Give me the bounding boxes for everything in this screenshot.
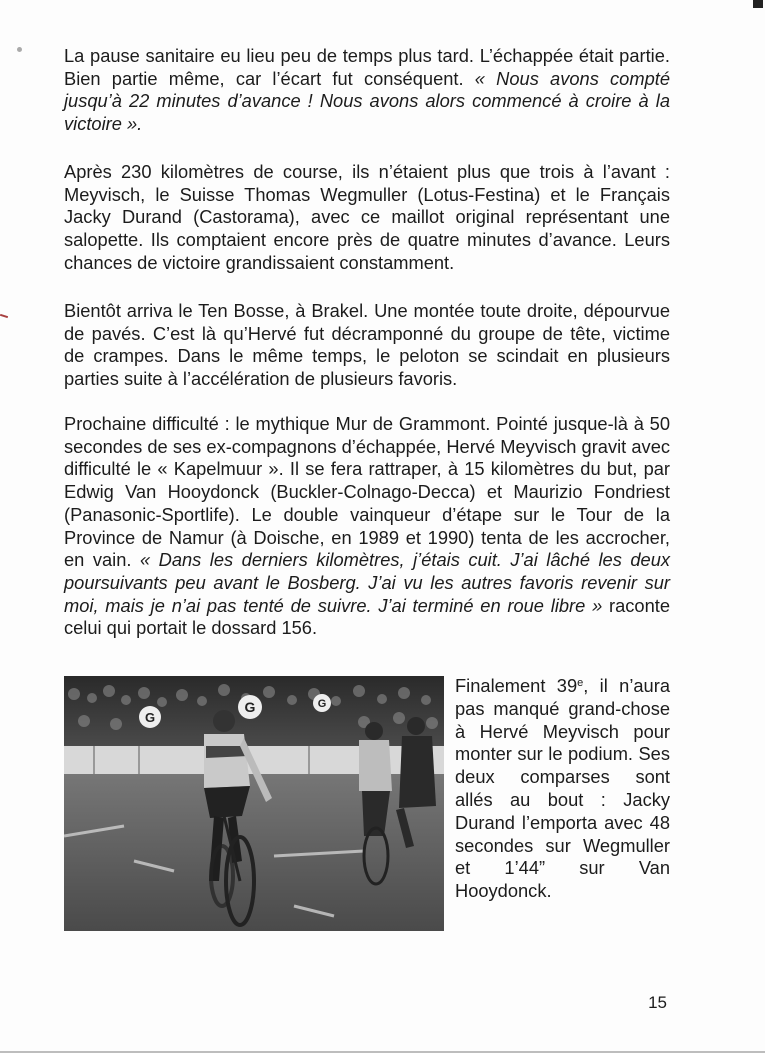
text-run: La pause sanitaire eu lieu peu de temps plus tard. L’échappée était partie. Bien partie même, car l’écart fut conséquent. (64, 45, 670, 89)
sign-3 (313, 694, 331, 712)
page-number: 15 (648, 993, 667, 1012)
sign-3-label: G (317, 698, 327, 710)
sign-1-label: G (144, 710, 156, 725)
text-run: Finalement 39 (455, 675, 578, 696)
paragraph-1 (64, 45, 670, 136)
text-run: e (577, 677, 584, 689)
margin-mark (0, 314, 8, 318)
scan-speck (17, 47, 22, 52)
text-run: « Nous avons compté jusqu’à 22 minutes d’avance ! Nous avons alors commencé à croire à la victoire ». (64, 67, 670, 135)
race-finish-photo (64, 676, 444, 931)
text-run: Après 230 kilomètres de course, ils n’étaient plus que trois à l’avant : Meyvisch, le Suisse Thomas Wegmuller (Lotus-Festina) et le Français Jacky Durand (Castorama), avec ce maillot original représentant une salopette. Ils comptaient encore près de quatre minutes d’avance. Leurs chances de victoire grandissaient constamment. (64, 161, 670, 273)
sign-1 (139, 706, 161, 728)
text-run: « Dans les derniers kilomètres, j’étais cuit. J’ai lâché les deux poursuivants peu avant le Bosberg. J’ai vu les autres favoris revenir sur moi, mais je n’ai pas tenté de suivre. J’ai terminé en roue libre » (64, 549, 671, 616)
text-run: , il n’aura pas manqué grand-chose à Hervé Meyvisch pour monter sur le podium. Ses deux comparses sont allés au bout : Jacky Durand l’emporta avec 48 secondes sur Wegmuller et 1’44” sur Van Hooydonck. (455, 675, 670, 902)
text-run: Bientôt arriva le Ten Bosse, à Brakel. Une montée toute droite, dépourvue de pavés. C’est là qu’Hervé fut décramponné du groupe de tête, victime de crampes. Dans le même temps, le peloton se scindait en plusieurs parties suite à l’accélération de plusieurs favoris. (64, 300, 670, 390)
paragraph-4 (64, 413, 670, 640)
paragraph-3 (64, 300, 670, 391)
side-paragraph (455, 672, 670, 903)
sign-2 (238, 695, 262, 719)
paragraph-2 (64, 161, 670, 275)
scan-corner-mark (753, 0, 763, 8)
text-run: Prochaine difficulté : le mythique Mur de Grammont. Pointé jusque-là à 50 secondes de ses ex-compagnons d’échappée, Hervé Meyvisch gravit avec difficulté le « Kapelmuur ». Il se fera rattraper, à 15 kilomètres du but, par Edwig Van Hooydonck (Buckler-Colnago-Decca) et Maurizio Fondriest (Panasonic-Sportlife). Le double vainqueur d’étape sur le Tour de la Province de Namur (à Doische, en 1989 et 1990) tenta de les accrocher, en vain. (64, 413, 670, 571)
text-run: raconte celui qui portait le dossard 156. (64, 594, 671, 639)
sign-2-label: G (244, 699, 256, 715)
